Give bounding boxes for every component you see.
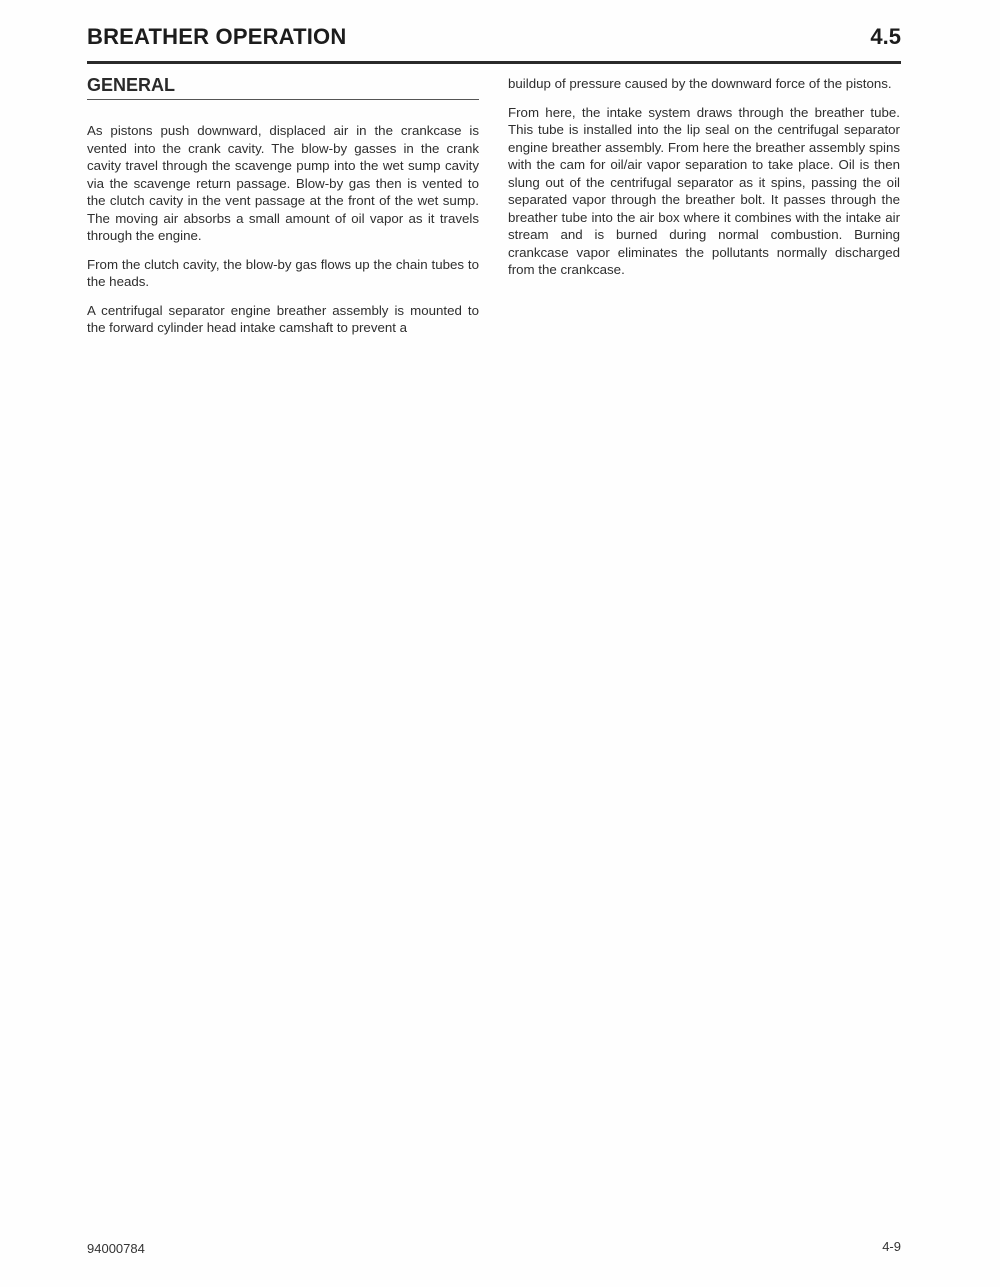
left-column-text: [87, 122, 479, 337]
right-column: [508, 70, 900, 290]
page-number: 4-9: [882, 1239, 901, 1254]
paragraph: As pistons push downward, displaced air in the crankcase is vented into the crank cavity. The blow-by gasses in the crank cavity travel through the scavenge pump into the wet sump cavity via the scavenge return passage. Blow-by gas then is vented to the clutch cavity in the vent passage at the front of the wet sump. The moving air absorbs a small amount of oil vapor as it travels through the engine.: [87, 123, 479, 243]
paragraph: A centrifugal separator engine breather assembly is mounted to the forward cylinder head intake camshaft to prevent a: [87, 302, 479, 335]
section-number: 4.5: [870, 24, 901, 49]
chapter-title: BREATHER OPERATION: [87, 24, 347, 49]
header-divider: [87, 61, 901, 64]
document-number: 94000784: [87, 1241, 145, 1256]
right-column-text: [508, 75, 900, 279]
section-heading-general: GENERAL: [87, 70, 479, 100]
page-header: [87, 22, 901, 52]
paragraph: From the clutch cavity, the blow-by gas flows up the chain tubes to the heads.: [87, 256, 479, 289]
paragraph: From here, the intake system draws through the breather tube. This tube is installed into the lip seal on the centrifugal separator engine breather assembly. From here the breather assembly spins with the cam for oil/air vapor separation to take place. Oil is then slung out of the centrifugal separator as it spins, passing the oil separated vapor through the breather bolt. It passes through the breather tube into the air box where it combines with the intake air stream and is burned during normal combustion. Burning crankcase vapor eliminates the pollutants normally discharged from the crankcase.: [508, 104, 900, 277]
left-column: [87, 70, 479, 348]
paragraph: buildup of pressure caused by the downward force of the pistons.: [508, 76, 892, 91]
